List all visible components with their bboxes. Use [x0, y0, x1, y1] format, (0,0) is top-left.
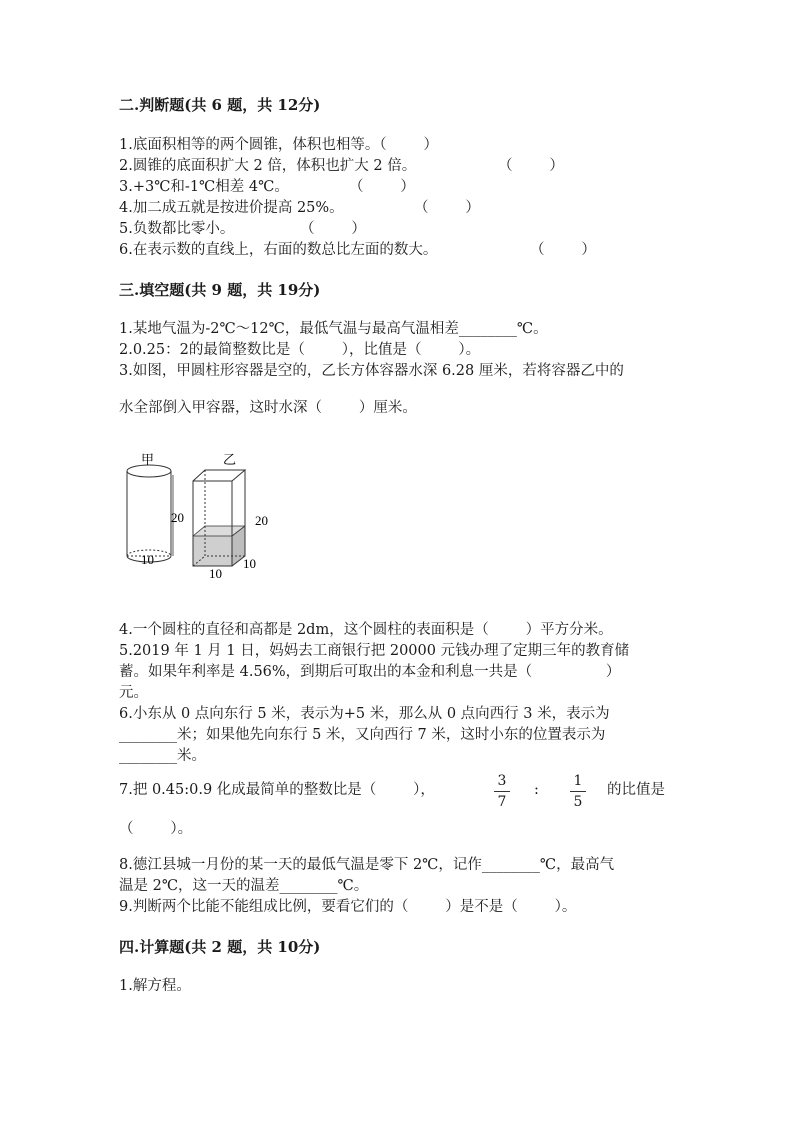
- judgement-bracket-2: （ ）: [498, 158, 564, 174]
- container-figure: [115, 450, 285, 582]
- fill-question-7-suffix: 的比值是: [607, 782, 665, 798]
- cuboid-width-label: 10: [209, 566, 222, 581]
- cylinder-diameter-label: 10: [141, 552, 154, 567]
- fraction-1-bar: [494, 791, 510, 792]
- fill-question-2: 2.0.25：2的最简整数比是（ ），比值是（ ）。: [119, 342, 481, 358]
- fill-question-3-line-2: 水全部倒入甲容器，这时水深（ ）厘米。: [119, 400, 417, 416]
- calc-question-1: 1.解方程。: [119, 978, 191, 994]
- judgement-bracket-4: （ ）: [414, 200, 480, 216]
- section-title-fill-blank: 三.填空题(共 9 题，共 19分): [119, 281, 321, 299]
- cuboid-yi: [193, 470, 245, 566]
- fraction-2-denominator: 5: [573, 794, 583, 810]
- fill-question-5-line-3: 元。: [119, 685, 148, 701]
- judgement-item-1: 1.底面积相等的两个圆锥，体积也相等。（ ）: [119, 137, 438, 153]
- section-title-calculation: 四.计算题(共 2 题，共 10分): [119, 938, 321, 956]
- fill-question-3-line-1: 3.如图，甲圆柱形容器是空的，乙长方体容器水深 6.28 厘米，若将容器乙中的: [119, 363, 624, 379]
- judgement-bracket-3: （ ）: [349, 179, 415, 195]
- fill-question-6-line-1: 6.小东从 0 点向东行 5 米，表示为+5 米，那么从 0 点向西行 3 米，表示为: [119, 706, 610, 722]
- cylinder-jia: [127, 465, 172, 562]
- judgement-item-3: 3.+3℃和-1℃相差 4℃。: [119, 179, 289, 195]
- judgement-item-4: 4.加二成五就是按进价提高 25%。: [119, 200, 344, 216]
- fill-question-8-line-2: 温是 2℃，这一天的温差________℃。: [119, 878, 369, 894]
- fill-question-6-line-2: ________米；如果他先向东行 5 米，又向西行 7 米，这时小东的位置表示为: [119, 727, 606, 743]
- fill-question-7-colon: :: [534, 782, 539, 798]
- fill-question-7-prefix: 7.把 0.45:0.9 化成最简单的整数比是（ ），: [119, 782, 435, 798]
- judgement-bracket-5: （ ）: [300, 221, 366, 237]
- fraction-1-numerator: 3: [497, 773, 507, 789]
- fill-question-9: 9.判断两个比能不能组成比例，要看它们的（ ）是不是（ ）。: [119, 899, 577, 915]
- judgement-item-5: 5.负数都比零小。: [119, 221, 235, 237]
- fraction-three-sevenths: [494, 773, 510, 810]
- section-title-judgement: 二.判断题(共 6 题，共 12分): [119, 96, 321, 114]
- fill-question-5-line-1: 5.2019 年 1 月 1 日，妈妈去工商银行把 20000 元钱办理了定期三年的教育储: [119, 643, 630, 659]
- fraction-one-fifth: [570, 773, 586, 810]
- judgement-item-2: 2.圆锥的底面积扩大 2 倍，体积也扩大 2 倍。: [119, 158, 417, 174]
- fraction-1-denominator: 7: [497, 794, 507, 810]
- label-jia: 甲: [141, 452, 155, 467]
- fill-question-1: 1.某地气温为-2℃～12℃，最低气温与最高气温相差________℃。: [119, 321, 548, 337]
- cylinder-height-label: 20: [171, 510, 184, 525]
- cuboid-height-label: 20: [255, 513, 268, 528]
- fill-question-6-line-3: ________米。: [119, 748, 206, 764]
- fill-question-5-line-2: 蓄。如果年利率是 4.56%，到期后可取出的本金和利息一共是（ ）: [119, 664, 621, 680]
- judgement-bracket-6: （ ）: [530, 242, 596, 258]
- cuboid-depth-label: 10: [243, 556, 256, 571]
- label-yi: 乙: [223, 452, 237, 467]
- fill-question-8-line-1: 8.德江县城一月份的某一天的最低气温是零下 2℃，记作________℃，最高气: [119, 857, 615, 873]
- fill-question-7-line-2: （ ）。: [119, 821, 193, 837]
- judgement-item-6: 6.在表示数的直线上，右面的数总比左面的数大。: [119, 242, 438, 258]
- fraction-2-numerator: 1: [573, 773, 583, 789]
- fraction-2-bar: [570, 791, 586, 792]
- fill-question-4: 4.一个圆柱的直径和高都是 2dm，这个圆柱的表面积是（ ）平方分米。: [119, 622, 613, 638]
